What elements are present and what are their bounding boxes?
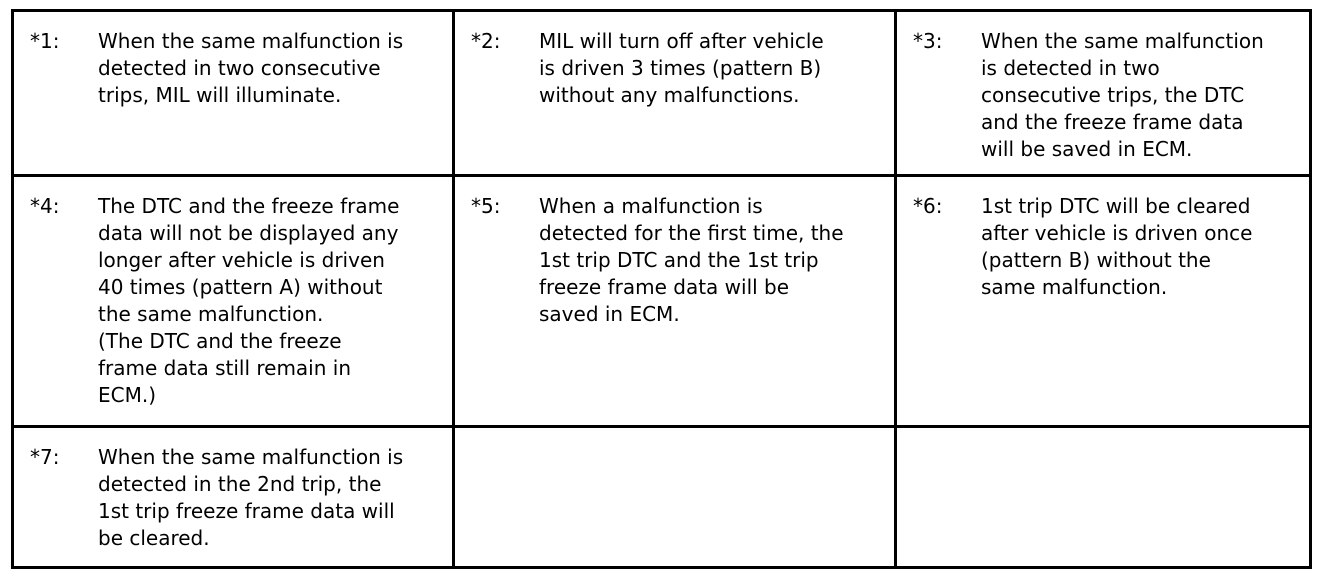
note-line: (The DTC and the freeze — [98, 329, 342, 353]
note-text — [98, 28, 440, 109]
note-text — [539, 193, 882, 328]
note-line: same malfunction. — [981, 275, 1168, 299]
note-line: longer after vehicle is driven — [98, 248, 385, 272]
empty-cell — [896, 427, 1311, 568]
note-line: The DTC and the freeze frame — [98, 194, 400, 218]
note-line: 1st trip DTC and the 1st trip — [539, 248, 819, 272]
notes-table — [11, 9, 1312, 569]
note-line: 40 times (pattern A) without — [98, 275, 383, 299]
note-line: detected in two consecutive — [98, 56, 381, 80]
note-line: frame data still remain in — [98, 356, 352, 380]
note-line: trips, MIL will illuminate. — [98, 83, 342, 107]
note-text — [981, 193, 1297, 301]
note-text — [981, 28, 1297, 163]
note-cell-7 — [13, 427, 454, 568]
note-text — [98, 444, 440, 552]
note-marker: *4: — [30, 194, 60, 218]
note-marker: *5: — [471, 194, 501, 218]
note-line: is detected in two — [981, 56, 1160, 80]
note-line: (pattern B) without the — [981, 248, 1211, 272]
note-line: When a malfunction is — [539, 194, 763, 218]
note-marker: *2: — [471, 29, 501, 53]
note-line: detected for the first time, the — [539, 221, 844, 245]
note-line: When the same malfunction is — [98, 445, 404, 469]
note-line: ECM.) — [98, 383, 157, 407]
note-marker: *3: — [913, 29, 943, 53]
note-line: is driven 3 times (pattern B) — [539, 56, 822, 80]
table-row — [13, 11, 1311, 176]
note-line: When the same malfunction is — [98, 29, 404, 53]
note-line: 1st trip freeze frame data will — [98, 499, 395, 523]
note-line: When the same malfunction — [981, 29, 1264, 53]
note-marker: *6: — [913, 194, 943, 218]
note-line: without any malfunctions. — [539, 83, 800, 107]
table-row — [13, 427, 1311, 568]
note-line: consecutive trips, the DTC — [981, 83, 1245, 107]
note-text — [98, 193, 440, 409]
note-line: saved in ECM. — [539, 302, 680, 326]
note-line: detected in the 2nd trip, the — [98, 472, 382, 496]
note-text — [539, 28, 882, 109]
note-cell-5 — [454, 176, 896, 427]
note-line: MIL will turn off after vehicle — [539, 29, 824, 53]
note-line: will be saved in ECM. — [981, 137, 1193, 161]
note-line: freeze frame data will be — [539, 275, 790, 299]
note-cell-4 — [13, 176, 454, 427]
note-cell-3 — [896, 11, 1311, 176]
empty-cell — [454, 427, 896, 568]
note-line: and the freeze frame data — [981, 110, 1244, 134]
note-marker: *7: — [30, 445, 60, 469]
note-cell-6 — [896, 176, 1311, 427]
table-row — [13, 176, 1311, 427]
note-line: the same malfunction. — [98, 302, 324, 326]
note-marker: *1: — [30, 29, 60, 53]
note-line: 1st trip DTC will be cleared — [981, 194, 1251, 218]
note-line: data will not be displayed any — [98, 221, 399, 245]
note-line: be cleared. — [98, 526, 210, 550]
note-line: after vehicle is driven once — [981, 221, 1253, 245]
note-cell-1 — [13, 11, 454, 176]
note-cell-2 — [454, 11, 896, 176]
